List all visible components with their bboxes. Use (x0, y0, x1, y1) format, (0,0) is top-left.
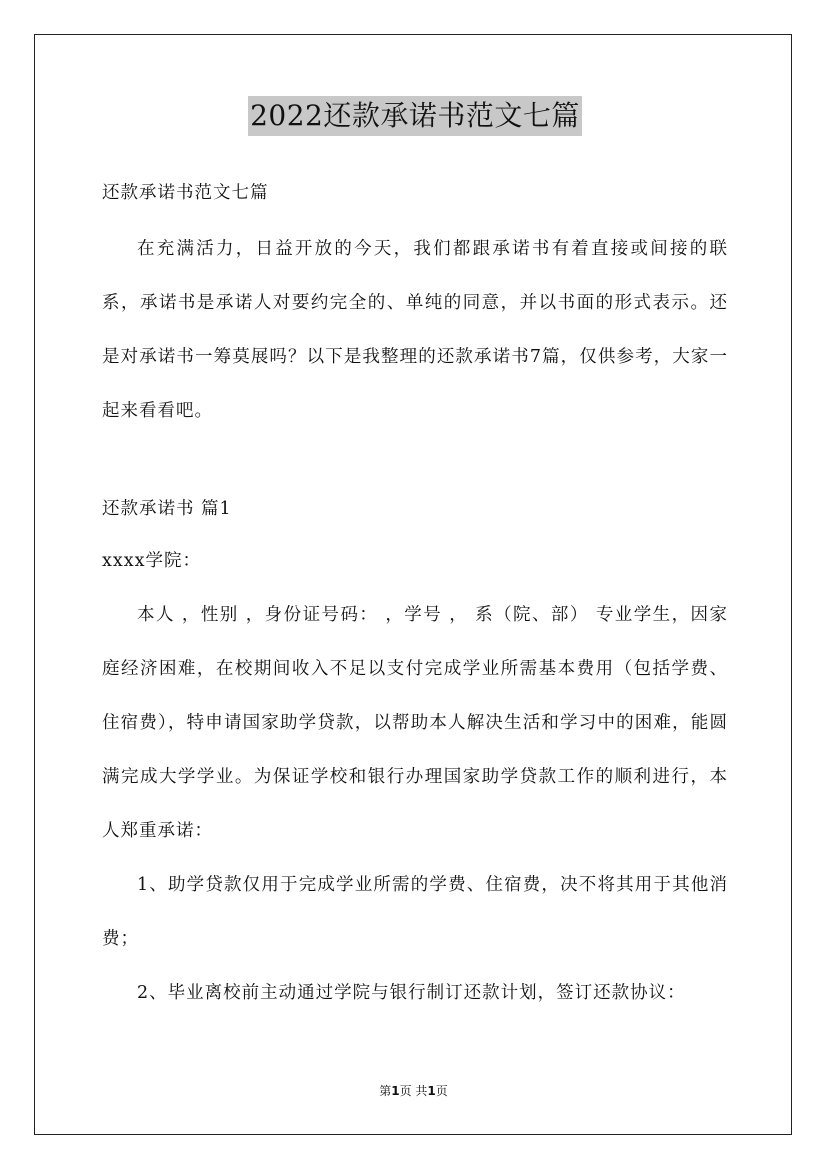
page-footer (0, 1082, 827, 1099)
body-paragraph: 本人 ，性别 ，身份证号码： ，学号 ， 系（院、部） 专业学生，因家庭经济困难，在校期间收入不足以支付完成学业所需基本费用（包括学费、住宿费），特申请国家助学贷款，以帮助本人解决生活和学习中的困难，能圆满完成大学学业。为保证学校和银行办理国家助学贷款工作的顺利进行，本人郑重承诺： (102, 605, 728, 841)
document-subtitle: 还款承诺书范文七篇 (102, 183, 269, 203)
list-item: 1、助学贷款仅用于完成学业所需的学费、住宿费，决不将其用于其他消费； (102, 875, 728, 949)
page-total: 1 (427, 1084, 436, 1098)
intro-paragraph: 在充满活力，日益开放的今天，我们都跟承诺书有着直接或间接的联系，承诺书是承诺人对要约完全的、单纯的同意，并以书面的形式表示。还是对承诺书一筹莫展吗？以下是我整理的还款承诺书7篇，仅供参考，大家一起来看看吧。 (102, 239, 728, 421)
salutation: xxxx学院： (102, 551, 201, 571)
document-body (102, 96, 728, 1020)
footer-prefix: 第 (379, 1084, 392, 1098)
list-item: 2、毕业离校前主动通过学院与银行制订还款计划，签订还款协议： (137, 983, 686, 1003)
title-wrap (102, 96, 728, 144)
page-number: 1 (391, 1084, 400, 1098)
document-title: 2022还款承诺书范文七篇 (248, 96, 582, 136)
footer-suffix: 页 (435, 1084, 448, 1098)
spacer (102, 438, 728, 492)
section-heading: 还款承诺书 篇1 (102, 499, 232, 519)
footer-mid: 页 共 (399, 1084, 428, 1098)
